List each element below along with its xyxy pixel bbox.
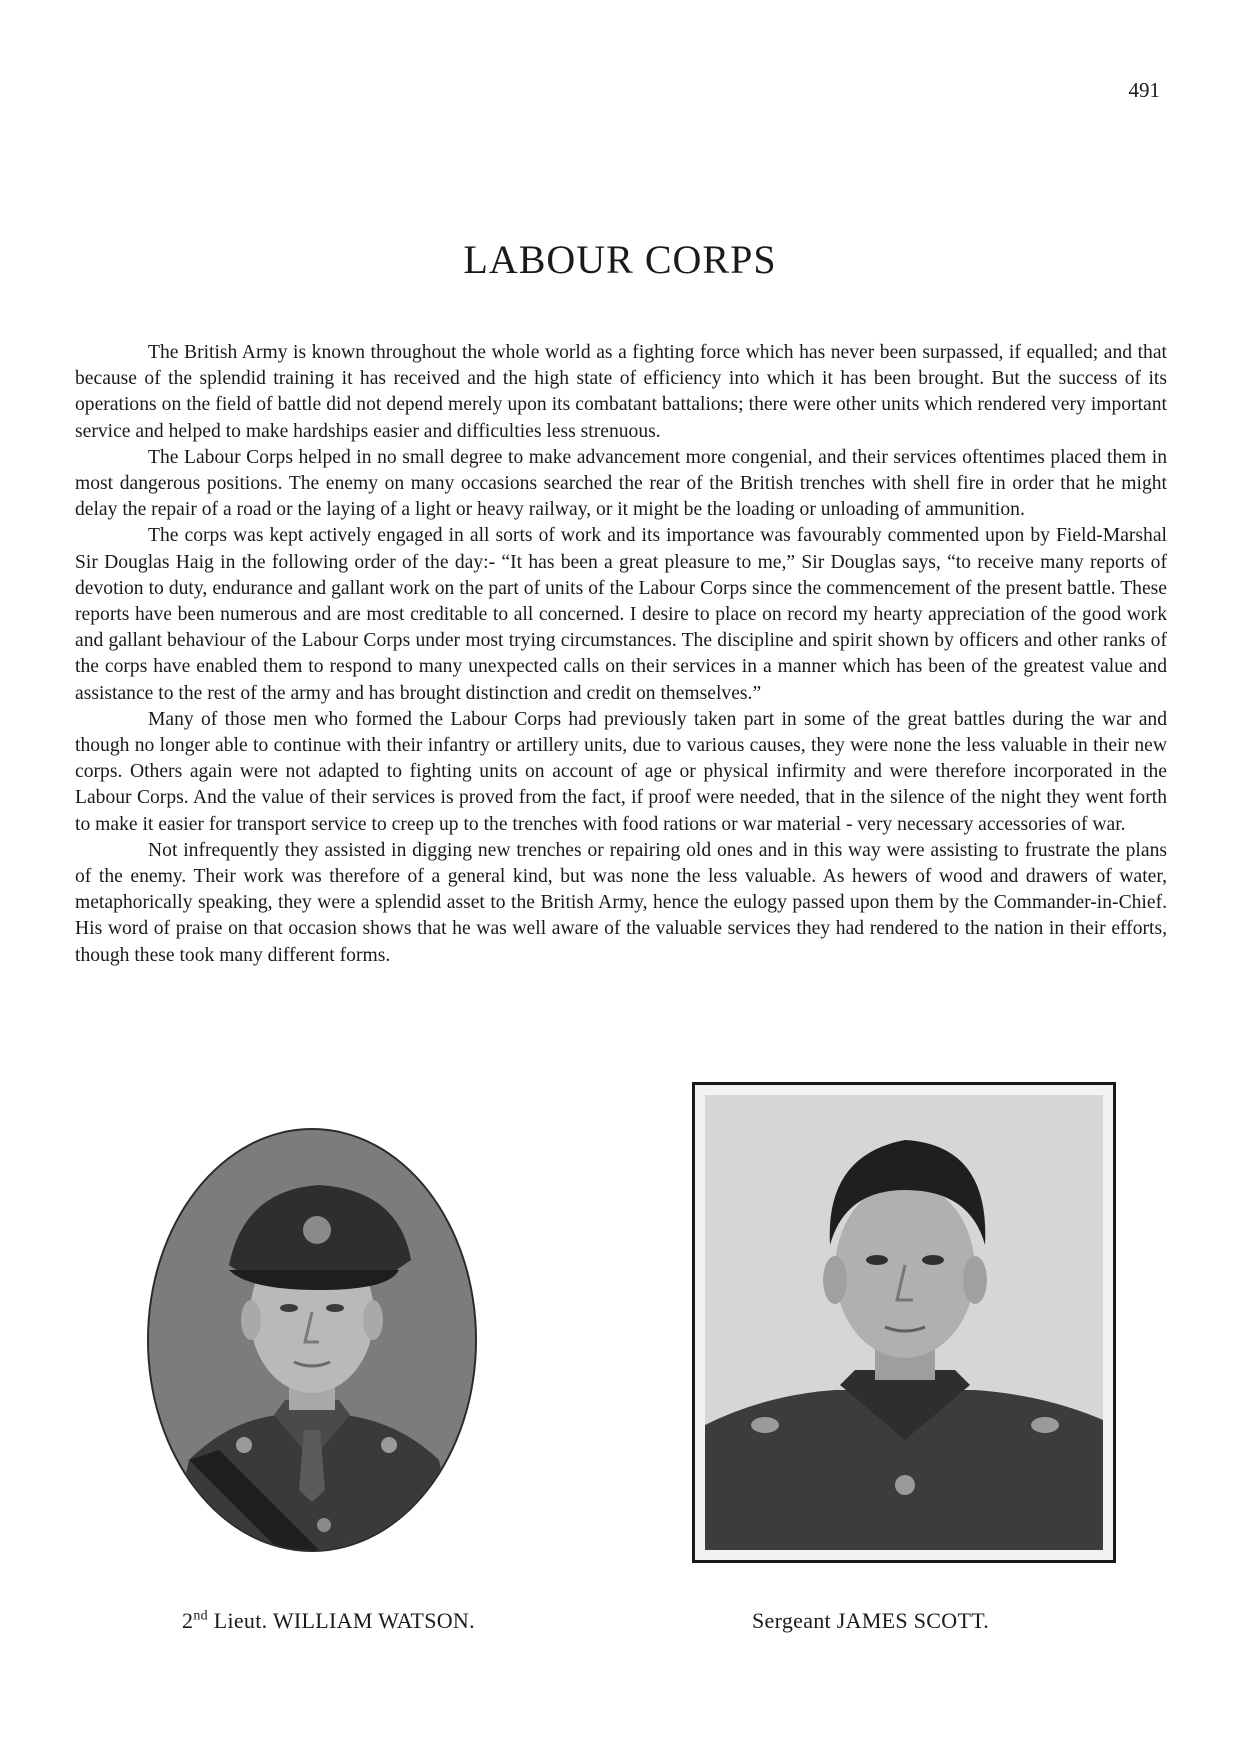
paragraph-3: The corps was kept actively engaged in all sorts of work and its importance was favourably commented upon by Field-Marshal Sir Douglas Haig in the following order of the day:- “It has been a great pleasure to me,” Sir Douglas says, “to receive many reports of devotion to duty, endurance and gallant work on the part of units of the Labour Corps since the commencement of the present battle. These reports have been numerous and are most creditable to all concerned. I desire to place on record my hearty appreciation of the good work and gallant behaviour of the Labour Corps under most trying circumstances. The discipline and spirit shown by officers and other ranks of the corps have enabled them to respond to many unexpected calls on their services in a manner which has been of the greatest value and assistance to the rest of the army and has brought distinction and credit on themselves.” (75, 525, 1167, 704)
caption-william-watson (182, 1608, 475, 1634)
caption-james-scott: Sergeant JAMES SCOTT. (752, 1608, 990, 1633)
portrait-sergeant-illustration (705, 1095, 1103, 1550)
body-text (75, 340, 1167, 969)
paragraph-2: The Labour Corps helped in no small degree to make advancement more congenial, and their services oftentimes placed them in most dangerous positions. The enemy on many occasions searched the rear of the British trenches with shell fire in order that he might delay the repair of a road or the laying of a light or heavy railway, or it might be the loading or unloading of ammunition. (75, 446, 1167, 521)
portrait-officer-illustration (149, 1130, 475, 1550)
paragraph-4: Many of those men who formed the Labour Corps had previously taken part in some of the great battles during the war and though no longer able to continue with their infantry or artillery units, due to various causes, they were none the less valuable in their new corps. Others again were not adapted to fighting units on account of age or physical infirmity and were therefore incorporated in the Labour Corps. And the value of their services is proved from the fact, if proof were needed, that in the silence of the night they went forth to make it easier for transport service to creep up to the trenches with food rations or war material - very necessary accessories of war. (75, 708, 1167, 835)
caption-rank-superscript: nd (193, 1608, 208, 1624)
portrait-frame-inner (705, 1095, 1103, 1550)
paragraph-1: The British Army is known throughout the whole world as a fighting force which has never been surpassed, if equalled; and that because of the splendid training it has received and the high state of efficiency into which it has been brought. But the success of its operations on the field of battle did not depend merely upon its combatant battalions; there were other units which rendered very important service and helped to make hardships easier and difficulties less strenuous. (75, 342, 1167, 442)
page-title: LABOUR CORPS (463, 237, 777, 282)
caption-rank-number: 2 (182, 1608, 194, 1633)
portrait-william-watson (147, 1128, 477, 1552)
paragraph-5: Not infrequently they assisted in digging new trenches or repairing old ones and in this way were assisting to frustrate the plans of the enemy. Their work was therefore of a general kind, but was none the less valuable. As hewers of wood and drawers of water, metaphorically speaking, they were a splendid asset to the British Army, hence the eulogy passed upon them by the Commander-in-Chief. His word of praise on that occasion shows that he was well aware of the valuable services they had rendered to the nation in their efforts, though these took many different forms. (75, 839, 1167, 966)
portrait-james-scott (692, 1082, 1116, 1563)
page-number: 491 (1128, 78, 1160, 102)
caption-name: Lieut. WILLIAM WATSON. (207, 1608, 475, 1633)
